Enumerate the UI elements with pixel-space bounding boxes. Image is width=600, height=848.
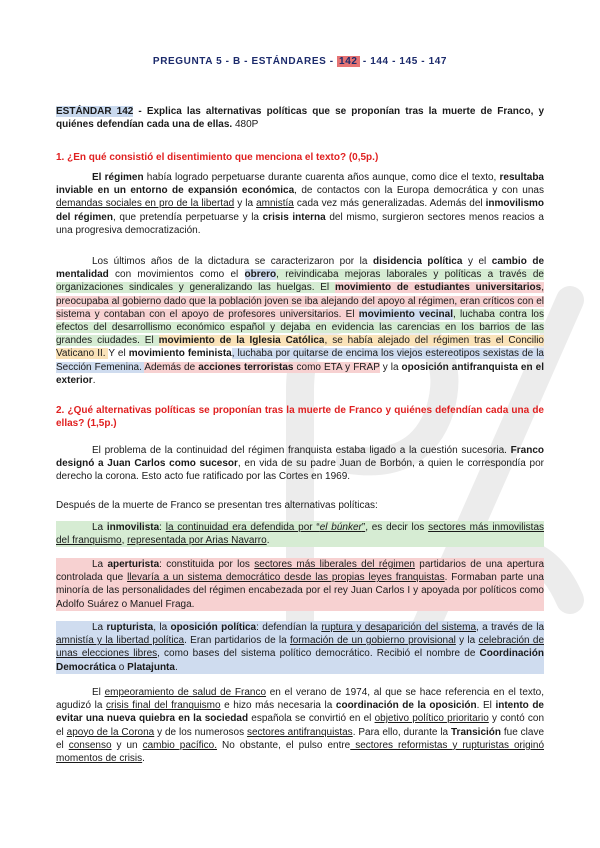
text-segment: como ETA y FRAP bbox=[293, 361, 380, 373]
text-segment: El bbox=[92, 687, 105, 698]
text-segment: El régimen bbox=[92, 172, 144, 183]
standard-text: Explica las alternativas políticas que se proponían tras la muerte de Franco, y quiénes defendían cada una de ellas. bbox=[56, 106, 545, 131]
text-segment: del mismo, surgieron sectores menos reacios a una progresiva democratización. bbox=[56, 211, 544, 236]
text-segment: objetivo político prioritario bbox=[374, 713, 489, 725]
text-segment: movimiento feminista bbox=[128, 348, 232, 360]
text-segment: crisis interna bbox=[262, 211, 326, 223]
text-segment: , se había alejado del régimen tras el Concilio Vaticano II. bbox=[56, 335, 544, 360]
paragraph-aperturista bbox=[56, 558, 544, 611]
text-segment: e hizo más necesaria la bbox=[220, 700, 336, 712]
text-segment: . Para ello, durante la bbox=[352, 726, 451, 738]
text-segment: . bbox=[142, 753, 145, 765]
text-segment: Platajunta bbox=[127, 661, 175, 673]
paragraph-sucesion bbox=[56, 444, 544, 484]
text-segment: crisis final del franquismo bbox=[105, 700, 221, 712]
standard-code: 480P bbox=[232, 119, 259, 131]
text-segment: oposición antifranquista en el exterior bbox=[56, 361, 544, 386]
text-segment: Franco designó a Juan Carlos como sucesor bbox=[56, 445, 544, 470]
text-segment: La bbox=[92, 522, 107, 533]
paragraph-disidencia bbox=[56, 255, 544, 387]
paragraph-regimen bbox=[56, 171, 544, 237]
text-segment: , de contactos con la Europa democrática y con unas bbox=[294, 185, 544, 197]
text-segment: fue clave el bbox=[56, 726, 545, 751]
text-segment: rupturista bbox=[106, 622, 154, 633]
text-segment: No obstante, el pulso entre bbox=[217, 739, 351, 751]
standard-label: ESTÁNDAR 142 bbox=[56, 106, 134, 117]
text-segment: amnistía y la libertad política bbox=[56, 635, 185, 647]
paragraph-transicion bbox=[56, 686, 544, 765]
header-suffix: - 144 - 145 - 147 bbox=[359, 56, 448, 67]
text-segment: y contó con el bbox=[56, 713, 545, 738]
text-segment: sectores reformistas y rupturistas originó momentos de crisis bbox=[56, 739, 545, 765]
text-segment: el búnker bbox=[319, 522, 362, 533]
text-segment: . bbox=[174, 661, 178, 673]
text-segment: celebración de unas elecciones libres bbox=[56, 635, 544, 660]
text-segment: y el bbox=[462, 256, 492, 267]
text-segment: consenso bbox=[68, 739, 112, 751]
text-segment: . El bbox=[476, 700, 496, 712]
paragraph-inmovilista bbox=[56, 521, 544, 547]
text-segment: ” bbox=[361, 522, 366, 533]
text-segment: , reivindicaba mejoras laborales y políticas a través de organizaciones sindicales y generalizando las huelgas. El bbox=[56, 269, 544, 294]
text-segment: con movimientos como el bbox=[108, 269, 245, 281]
text-segment: Los últimos años de la dictadura se caracterizaron por la bbox=[92, 256, 373, 267]
text-segment: Transición bbox=[451, 726, 502, 738]
text-segment: Además de bbox=[144, 361, 199, 373]
text-segment: resultaba inviable en un entorno de expansión económica bbox=[56, 172, 544, 197]
text-segment: , en vida de su padre Juan de Borbón, a quien le correspondía por derecho la corona. Esto acto fue ratificado por las Cortes en 1969. bbox=[56, 458, 545, 483]
text-segment: La bbox=[92, 622, 107, 633]
text-segment: movimiento vecinal bbox=[358, 308, 453, 320]
text-segment: y la bbox=[234, 198, 257, 210]
text-segment: , a través de la bbox=[476, 622, 545, 633]
text-segment: . bbox=[266, 535, 270, 547]
text-segment: intento de evitar una nueva quiebra en la sociedad bbox=[56, 700, 544, 725]
text-segment: : constituida por los bbox=[159, 559, 255, 570]
text-segment: ruptura y desaparición del sistema bbox=[321, 622, 477, 633]
text-segment: : defendían la bbox=[256, 622, 322, 633]
text-segment: y la bbox=[379, 361, 402, 373]
text-segment: . bbox=[92, 374, 96, 386]
text-segment: inmovilismo del régimen bbox=[56, 198, 545, 223]
standard-dash: - bbox=[133, 106, 147, 117]
text-segment: La bbox=[92, 559, 108, 570]
text-segment: y un bbox=[111, 739, 143, 751]
text-segment: sectores antifranquistas bbox=[246, 726, 353, 738]
text-segment: acciones terroristas bbox=[198, 361, 294, 373]
text-segment: , que pretendía perpetuarse y la bbox=[112, 211, 263, 223]
text-segment: española se convirtió en el bbox=[248, 713, 375, 725]
text-segment: obrero bbox=[244, 269, 277, 281]
text-segment: en el verano de 1974, al que se hace referencia en el texto, agudizó la bbox=[56, 687, 545, 712]
text-segment: la continuidad era defendida por “ bbox=[165, 522, 320, 533]
text-segment: . Formaban parte una minoría de las personalidades del régimen encabezada por el rey Juan Carlos I y apoyada por políticos como Adolfo Suárez o Manuel Fraga. bbox=[56, 572, 544, 610]
text-segment: cambio pacífico. bbox=[142, 739, 218, 751]
text-segment: oposición política bbox=[170, 622, 257, 633]
text-segment: , preocupaba al gobierno dado que la población joven se iba alejando del apoyo al régimen, eran críticos con el sistema y contaban con el apoyo de profesores universitarios. El bbox=[56, 282, 544, 320]
question-1: 1. ¿En qué consistió el disentimiento que menciona el texto? (0,5p.) bbox=[56, 152, 379, 163]
text-segment: demandas sociales en pro de la libertad bbox=[56, 198, 235, 210]
text-segment: y de los numerosos bbox=[154, 726, 247, 738]
text-segment: formación de un gobierno provisional bbox=[289, 635, 456, 647]
page-header bbox=[0, 56, 600, 67]
text-segment: empeoramiento de salud de Franco bbox=[104, 687, 267, 698]
text-segment: , como bases del sistema político democrático. Recibió el nombre de bbox=[157, 648, 480, 660]
text-segment: representada por Arias Navarro bbox=[127, 535, 267, 547]
text-segment: cambio de mentalidad bbox=[56, 256, 545, 281]
text-segment: , luchaba contra los efectos del desarrollismo económico español y dejaba en evidencia las carencias en los barrios de las grandes ciudades. El bbox=[56, 308, 544, 347]
text-segment: y la bbox=[455, 635, 479, 647]
question-2: 2. ¿Qué alternativas políticas se proponían tras la muerte de Franco y quiénes defendían cada una de ellas? (1,5p.) bbox=[56, 405, 544, 430]
text-segment: amnistía bbox=[256, 198, 294, 210]
text-segment bbox=[320, 522, 362, 533]
text-segment: : bbox=[159, 522, 166, 533]
text-segment: Coordinación Democrática bbox=[56, 648, 544, 673]
text-segment: Y el bbox=[108, 348, 129, 360]
text-segment: aperturista bbox=[107, 559, 160, 570]
text-segment: llevaría a un sistema democrático desde las propias leyes franquistas bbox=[127, 572, 445, 584]
paragraph-alternativas-intro: Después de la muerte de Franco se presentan tres alternativas políticas: bbox=[56, 500, 378, 511]
text-segment: o bbox=[116, 661, 128, 673]
paragraph-rupturista bbox=[56, 621, 544, 674]
text-segment: cada vez más generalizadas. Además del bbox=[293, 198, 486, 210]
text-segment: inmovilista bbox=[106, 522, 160, 533]
header-highlighted-standard: 142 bbox=[339, 56, 358, 67]
text-segment: , bbox=[121, 535, 128, 547]
text-segment: disidencia política bbox=[372, 256, 463, 267]
text-segment: coordinación de la oposición bbox=[335, 700, 477, 712]
text-segment: partidarios de una apertura controlada que bbox=[56, 559, 545, 584]
text-segment: había logrado perpetuarse durante cuarenta años aunque, como dice el texto, bbox=[143, 172, 500, 183]
text-segment: apoyo de la Corona bbox=[66, 726, 155, 738]
text-segment: movimiento de estudiantes universitarios bbox=[334, 282, 542, 294]
text-segment: , la bbox=[153, 622, 171, 633]
text-segment: movimiento de la Iglesia Católica bbox=[158, 335, 325, 347]
header-prefix: PREGUNTA 5 - B - ESTÁNDARES - bbox=[152, 56, 338, 67]
text-segment: . Eran partidarios de la bbox=[184, 635, 290, 647]
text-segment: , es decir los bbox=[365, 522, 429, 533]
text-segment: , luchaba por quitarse de encima los viejos estereotipos sexistas de la Sección Femenina. bbox=[56, 348, 544, 373]
text-segment: El problema de la continuidad del régimen franquista estaba ligado a la cuestión sucesoria. bbox=[92, 445, 511, 456]
text-segment: sectores más inmovilistas del franquismo bbox=[56, 522, 545, 547]
standard-statement bbox=[56, 105, 544, 131]
text-segment: sectores más liberales del régimen bbox=[254, 559, 415, 570]
